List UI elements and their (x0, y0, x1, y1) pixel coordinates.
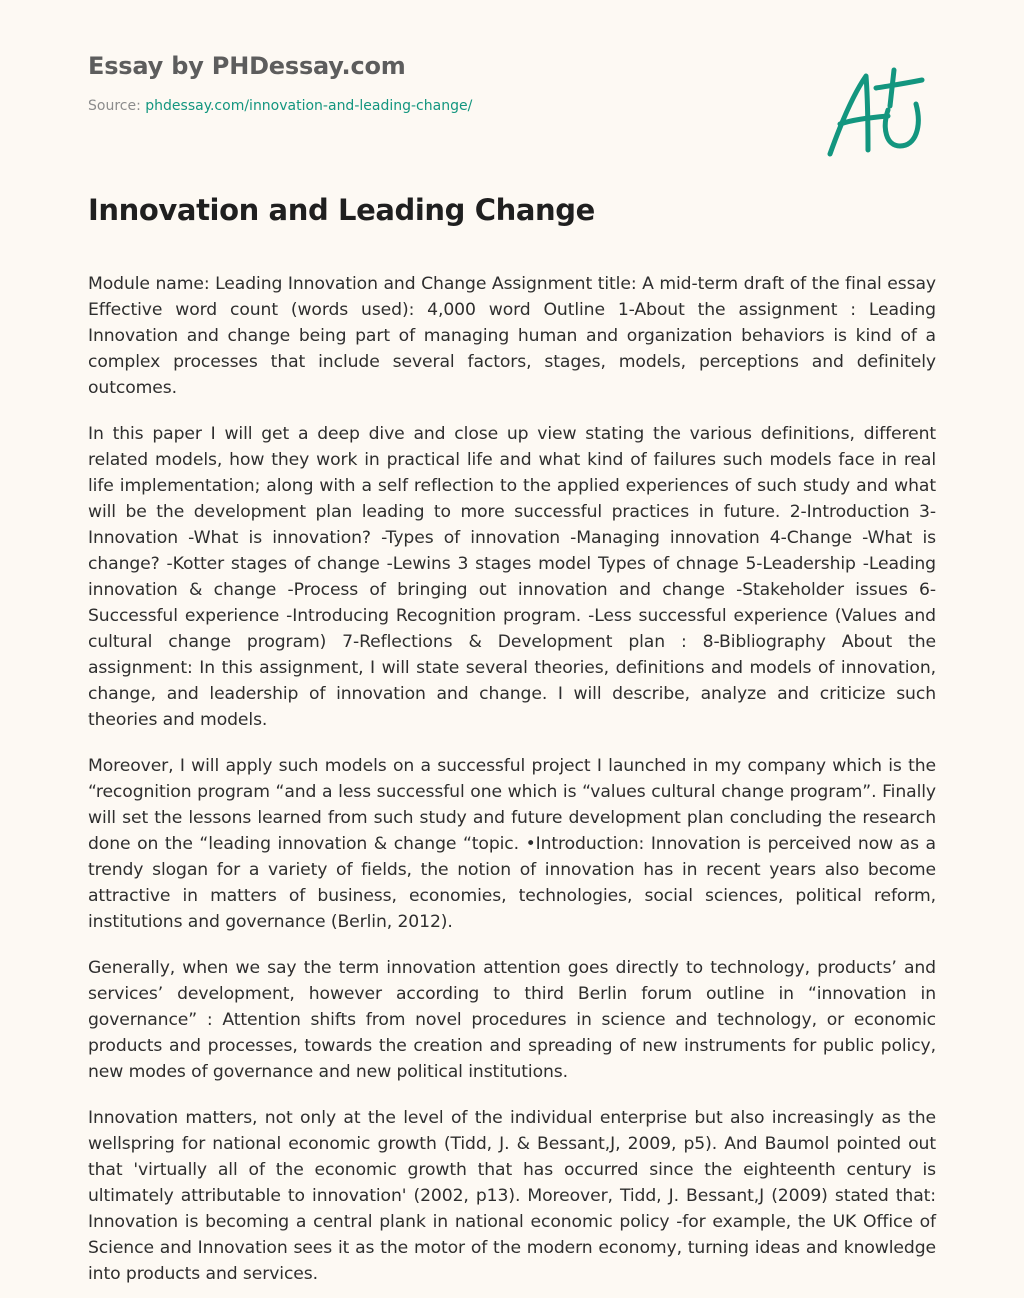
paragraph: In this paper I will get a deep dive and close up view stating the various definitions, different related models, how they work in practical life and what kind of failures such models face in real life implementation; along with a self reflection to the applied experiences of such study and what will be the development plan leading to more successful practices in future. 2-Introduction 3-Innovation -What is innovation? -Types of innovation -Managing innovation 4-Change -What is change? -Kotter stages of change -Lewins 3 stages model Types of chnage 5-Leadership -Leading innovation & change -Process of bringing out innovation and change -Stakeholder issues 6-Successful experience -Introducing Recognition program. -Less successful experience (Values and cultural change program) 7-Reflections & Development plan : 8-Bibliography About the assignment: In this assignment, I will state several theories, definitions and models of innovation, change, and leadership of innovation and change. I will describe, analyze and criticize such theories and models. (88, 424, 936, 730)
page-header (88, 50, 788, 116)
paragraph: Module name: Leading Innovation and Change Assignment title: A mid-term draft of the final essay Effective word count (words used): 4,000 word Outline 1-About the assignment : Leading Innovation and change being part of managing human and organization behaviors is kind of a complex processes that include several factors, stages, models, perceptions and definitely outcomes. (88, 274, 936, 398)
paragraph: Moreover, I will apply such models on a successful project I launched in my company which is the “recognition program “and a less successful one which is “values cultural change program”. Finally will set the lessons learned from such study and future development plan concluding the research done on the “leading innovation & change “topic. •Introduction: Innovation is perceived now as a trendy slogan for a variety of fields, the notion of innovation has in recent years also become attractive in matters of business, economies, technologies, social sciences, political reform, institutions and governance (Berlin, 2012). (88, 756, 936, 932)
paragraph: Generally, when we say the term innovation attention goes directly to technology, products’ and services’ development, however according to third Berlin forum outline in “innovation in governance” : Attention shifts from novel procedures in science and technology, or economic products and processes, towards the creation and spreading of new instruments for public policy, new modes of governance and new political institutions. (88, 958, 936, 1082)
source-link[interactable]: phdessay.com/innovation-and-leading-change/ (145, 98, 473, 114)
site-title: Essay by PHDessay.com (88, 52, 406, 80)
essay-title: Innovation and Leading Change (88, 193, 595, 227)
source-label: Source: (88, 98, 146, 114)
essay-body (88, 271, 936, 1298)
a-plus-logo-icon (818, 62, 936, 162)
source-line (88, 96, 788, 116)
paragraph: Innovation matters, not only at the level of the individual enterprise but also increasingly as the wellspring for national economic growth (Tidd, J. & Bessant,J, 2009, p5). And Baumol pointed out that 'virtually all of the economic growth that has occurred since the eighteenth century is ultimately attributable to innovation' (2002, p13). Moreover, Tidd, J. Bessant,J (2009) stated that: Innovation is becoming a central plank in national economic policy -for example, the UK Office of Science and Innovation sees it as the motor of the modern economy, turning ideas and knowledge into products and services. (88, 1108, 936, 1284)
